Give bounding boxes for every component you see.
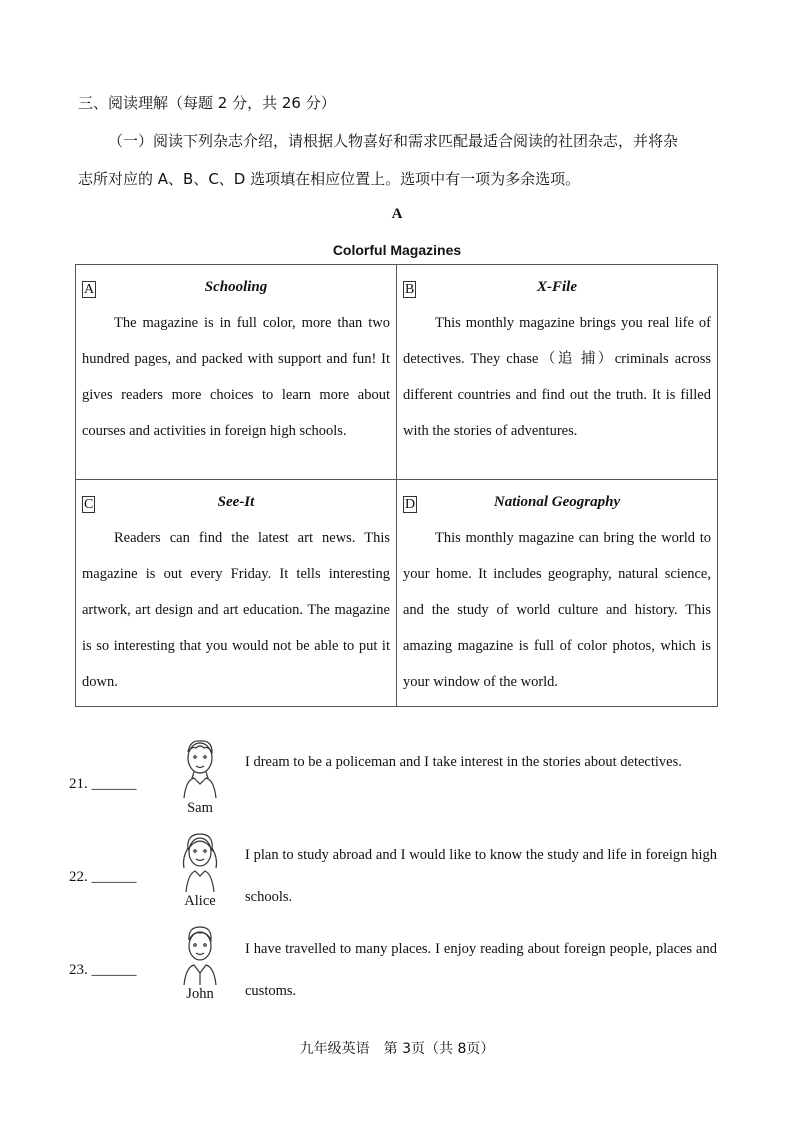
magazine-letter: B [405, 282, 415, 297]
magazines-title: Colorful Magazines [332, 242, 462, 258]
boy-sam-icon [178, 734, 222, 798]
instruction-line-1: （一）阅读下列杂志介绍，请根据人物喜好和需求匹配最适合阅读的社团杂志，并将杂 [108, 132, 679, 150]
magazine-letter: C [84, 497, 94, 512]
part-label: A [391, 206, 403, 222]
magazine-cell-b [397, 265, 718, 480]
table-row [76, 480, 718, 707]
question-23-blank[interactable]: 23. ______ [69, 962, 137, 978]
person-statement: I have travelled to many places. I enjoy reading about foreign people, places and customs. [245, 941, 717, 999]
magazine-cell-a [76, 265, 397, 480]
magazines-table [75, 264, 718, 707]
person-statement: I plan to study abroad and I would like to know the study and life in foreign high schools. [245, 847, 717, 905]
magazine-name: See-It [217, 494, 255, 510]
magazine-letter: A [84, 282, 95, 297]
person-name: Alice [184, 893, 216, 909]
person-statement: I dream to be a policeman and I take interest in the stories about detectives. [245, 754, 682, 770]
question-21-blank[interactable]: 21. ______ [69, 776, 137, 792]
girl-alice-icon [178, 828, 222, 892]
magazine-description: Readers can find the latest art news. This magazine is out every Friday. It tells interesting artwork, art design and art education. The magazine is so interesting that you would not be able to put it down. [82, 530, 390, 690]
magazine-name: X-File [537, 279, 577, 295]
magazine-letter: D [405, 497, 416, 512]
table-row [76, 265, 718, 480]
section-title: 三、阅读理解（每题 2 分，共 26 分） [78, 94, 336, 112]
page-footer: 九年级英语 第 3页（共 8页） [299, 1041, 495, 1057]
boy-john-icon [178, 921, 222, 985]
person-name: Sam [187, 800, 213, 816]
magazine-cell-d [397, 480, 718, 707]
magazine-cell-c [76, 480, 397, 707]
magazine-name: Schooling [204, 279, 268, 295]
magazine-name: National Geography [493, 494, 621, 510]
instruction-line-2: 志所对应的 A、B、C、D 选项填在相应位置上。选项中有一项为多余选项。 [78, 170, 581, 188]
person-name: John [186, 986, 214, 1002]
magazine-description: This monthly magazine can bring the world to your home. It includes geography, natural science, and the study of world culture and history. This amazing magazine is full of color photos, which is your window of the world. [403, 530, 711, 690]
magazine-description: The magazine is in full color, more than two hundred pages, and packed with support and fun! It gives readers more choices to learn more about courses and activities in foreign high schools. [82, 315, 390, 439]
magazine-description: This monthly magazine brings you real life of detectives. They chase（追 捕）criminals across different countries and find out the truth. It is filled with the stories of adventures. [403, 315, 711, 439]
question-22-blank[interactable]: 22. ______ [69, 869, 137, 885]
